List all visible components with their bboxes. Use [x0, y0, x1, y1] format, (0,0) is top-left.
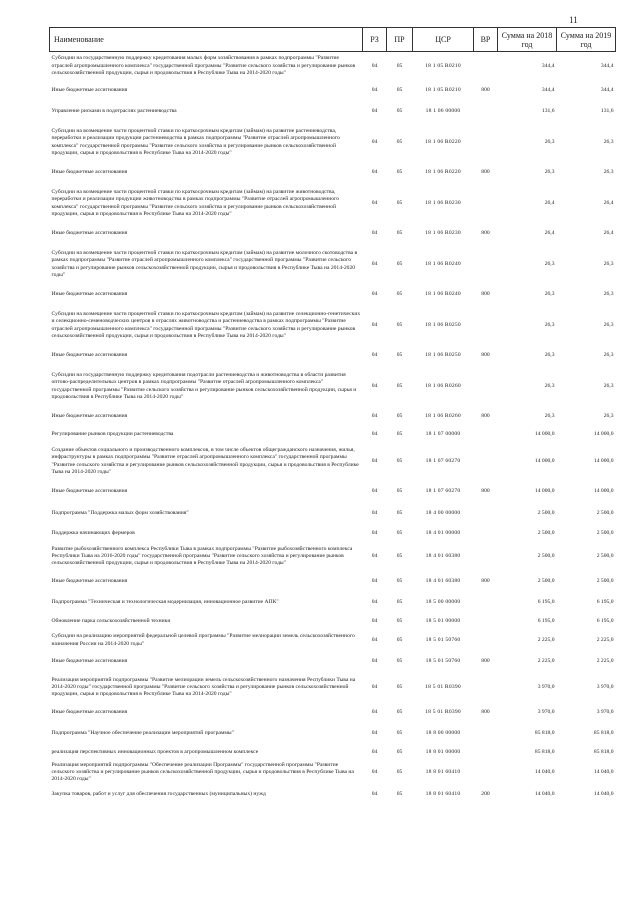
table-row — [50, 652, 616, 673]
row-pr: 05 — [396, 617, 403, 624]
row-csr: 18 5 01 R0390 — [425, 709, 461, 716]
row-sum-2019: 26,3 — [603, 138, 614, 145]
row-sum-2018: 26,3 — [544, 260, 555, 267]
row-rz: 04 — [371, 352, 378, 359]
table-row — [50, 503, 616, 526]
table-row — [50, 123, 616, 163]
row-name: Обновление парка сельскохозяйственной техники — [51, 617, 171, 624]
row-csr: 18 1 05 R0210 — [425, 87, 461, 94]
row-name: Реализация мероприятий подпрограммы "Развитие мелиорации земель сельскохозяйственного назначения Республики Тыва на 2014-2020 годы" государственной программы "Развитие сельского хозяйства и регулирование рынков сельскохозяйственной продукции, сырья и продовольствия в Республике Тыва на 2014-2020 годы" — [51, 676, 356, 698]
row-pr: 05 — [396, 636, 403, 643]
row-sum-2018: 2 225,0 — [537, 658, 555, 665]
row-rz: 04 — [371, 260, 378, 267]
row-pr: 05 — [396, 169, 403, 176]
row-vr: 800 — [481, 230, 490, 237]
table-row — [50, 630, 616, 652]
row-sum-2018: 14 000,0 — [534, 430, 555, 437]
row-name: Субсидии на государственную поддержку кредитования малых форм хозяйствования в рамках подпрограммы "Развитие отраслей агропромышленного комплекса" государственной программы "Развитие сельского хозяйства и регулирование рынков сельскохозяйственной продукции, сырья и продовольствия в Республике Тыва на 2014-2020 годы" — [51, 55, 356, 76]
row-vr: 800 — [481, 291, 490, 298]
row-name: Иные бюджетные ассигнования — [51, 352, 128, 359]
table-row — [50, 724, 616, 745]
row-sum-2018: 26,3 — [544, 382, 555, 389]
row-vr — [474, 745, 498, 761]
row-sum-2019: 14 040,0 — [593, 791, 614, 798]
row-pr: 05 — [396, 748, 403, 755]
row-name: Субсидии на возмещение части процентной ставки по краткосрочным кредитам (займам) на развитие животноводства, переработки и реализации продукции животноводства в рамках подпрограммы "Развитие отраслей агропромышленного комплекса" государственной программы "Развитие сельского хозяйства и регулирование рынков сельскохозяйственной продукции, сырья и продовольствия в Республике Тыва на 2014-2020 годы" — [51, 189, 340, 217]
row-csr: 18 1 06 R0250 — [425, 352, 461, 359]
row-csr: 18 1 06 R0260 — [425, 413, 461, 420]
row-sum-2018: 26,3 — [544, 138, 555, 145]
table-row — [50, 442, 616, 482]
row-rz: 04 — [371, 636, 378, 643]
row-vr — [474, 245, 498, 285]
row-csr: 18 4 00 00000 — [425, 510, 461, 517]
row-vr — [474, 592, 498, 614]
row-pr: 05 — [396, 352, 403, 359]
row-name: Поддержка начинающих фермеров — [51, 529, 135, 536]
row-name: Иные бюджетные ассигнования — [51, 413, 128, 420]
row-rz: 04 — [371, 382, 378, 389]
row-rz: 04 — [371, 108, 378, 115]
row-sum-2019: 2 500,0 — [596, 577, 614, 584]
row-pr: 05 — [396, 230, 403, 237]
row-sum-2018: 14 040,0 — [534, 791, 555, 798]
row-csr: 18 1 06 R0230 — [425, 199, 461, 206]
row-rz: 04 — [371, 62, 378, 69]
row-rz: 04 — [371, 413, 378, 420]
row-pr: 05 — [396, 62, 403, 69]
row-sum-2018: 26,3 — [544, 413, 555, 420]
row-sum-2019: 14 000,0 — [593, 430, 614, 437]
row-pr: 05 — [396, 457, 403, 464]
row-name: Субсидии на возмещение части процентной ставки по краткосрочным кредитам (займам) на развитие растениеводства, переработки и реализации продукции растениеводства в рамках подпрограммы "Развитие отраслей агропромышленного комплекса" государственной программы "Развитие сельского хозяйства и регулирование рынков сельскохозяйственной продукции, сырья и продовольствия в Республике Тыва на 2014-2020 годы" — [51, 128, 340, 156]
row-sum-2018: 3 970,0 — [537, 683, 555, 690]
row-vr — [474, 614, 498, 630]
row-csr: 18 1 06 R0220 — [425, 138, 461, 145]
table-row — [50, 761, 616, 785]
row-name: Закупка товаров, работ и услуг для обеспечения государственных (муниципальных) нужд — [51, 791, 266, 798]
row-sum-2019: 14 000,0 — [593, 457, 614, 464]
row-rz: 04 — [371, 658, 378, 665]
row-sum-2018: 85 818,0 — [534, 730, 555, 737]
table-row — [50, 785, 616, 806]
row-sum-2019: 26,3 — [603, 260, 614, 267]
row-pr: 05 — [396, 709, 403, 716]
row-vr: 800 — [481, 352, 490, 359]
row-vr — [474, 724, 498, 745]
row-csr: 18 1 07 60270 — [425, 457, 461, 464]
row-csr: 18 5 00 00000 — [425, 598, 461, 605]
row-vr — [474, 102, 498, 123]
row-pr: 05 — [396, 577, 403, 584]
row-sum-2018: 2 500,0 — [537, 529, 555, 536]
table-row — [50, 224, 616, 245]
row-rz: 04 — [371, 552, 378, 559]
table-row — [50, 346, 616, 367]
row-csr: 18 8 00 00000 — [425, 730, 461, 737]
row-vr: 800 — [481, 658, 490, 665]
row-sum-2019: 85 818,0 — [593, 748, 614, 755]
row-pr: 05 — [396, 413, 403, 420]
row-pr: 05 — [396, 658, 403, 665]
row-name: Регулирование рынков продукции растениеводства — [51, 430, 174, 437]
row-sum-2018: 14 000,0 — [534, 488, 555, 495]
row-sum-2019: 85 818,0 — [593, 730, 614, 737]
row-sum-2019: 6 195,0 — [596, 598, 614, 605]
row-sum-2018: 26,4 — [544, 230, 555, 237]
row-name: Управление рисками в подотраслях растениеводства — [51, 108, 177, 115]
row-vr: 800 — [481, 488, 490, 495]
table-row — [50, 285, 616, 306]
row-sum-2019: 2 500,0 — [596, 529, 614, 536]
row-csr: 18 8 01 00000 — [425, 748, 461, 755]
row-csr: 18 1 05 R0210 — [425, 62, 461, 69]
row-csr: 18 5 01 00000 — [425, 617, 461, 624]
row-sum-2019: 26,3 — [603, 352, 614, 359]
table-row — [50, 184, 616, 224]
row-rz: 04 — [371, 709, 378, 716]
row-rz: 04 — [371, 430, 378, 437]
row-rz: 04 — [371, 138, 378, 145]
row-vr — [474, 428, 498, 442]
row-sum-2019: 2 225,0 — [596, 636, 614, 643]
row-csr: 18 1 07 60270 — [425, 488, 461, 495]
row-rz: 04 — [371, 748, 378, 755]
row-vr: 800 — [481, 87, 490, 94]
row-vr — [474, 630, 498, 652]
table-row — [50, 614, 616, 630]
row-csr: 18 1 06 R0260 — [425, 382, 461, 389]
row-name: Субсидии на государственную поддержку кредитования подотрасли растениеводства и животноводства в области развития оптово-распределительных центров в рамках подпрограммы "Развитие отраслей агропромышленного комплекса" государственной программы "Развитие сельского хозяйства и регулирование рынков сельскохозяйственной продукции, сырья и продовольствия в Республике Тыва на 2014-2020 годы" — [51, 372, 357, 400]
row-sum-2019: 131,6 — [600, 108, 614, 115]
header-vr: ВР — [474, 28, 498, 52]
row-rz: 04 — [371, 488, 378, 495]
row-csr: 18 8 01 60410 — [425, 768, 461, 775]
table-row — [50, 482, 616, 503]
row-name: Иные бюджетные ассигнования — [51, 230, 128, 237]
row-sum-2018: 26,3 — [544, 291, 555, 298]
header-name: Наименование — [50, 28, 363, 52]
header-pr: ПР — [387, 28, 413, 52]
row-pr: 05 — [396, 529, 403, 536]
row-rz: 04 — [371, 683, 378, 690]
row-csr: 18 5 01 50760 — [425, 636, 461, 643]
row-vr — [474, 123, 498, 163]
table-body — [50, 52, 616, 806]
row-rz: 04 — [371, 577, 378, 584]
row-sum-2018: 2 500,0 — [537, 552, 555, 559]
row-pr: 05 — [396, 768, 403, 775]
row-sum-2019: 14 040,0 — [593, 768, 614, 775]
row-sum-2019: 3 970,0 — [596, 709, 614, 716]
row-csr: 18 4 01 60380 — [425, 577, 461, 584]
row-vr — [474, 673, 498, 703]
row-pr: 05 — [396, 791, 403, 798]
row-name: Иные бюджетные ассигнования — [51, 87, 128, 94]
row-name: Иные бюджетные ассигнования — [51, 658, 128, 665]
row-sum-2019: 344,4 — [600, 87, 614, 94]
row-sum-2019: 14 000,0 — [593, 488, 614, 495]
table-header-row — [50, 28, 616, 52]
header-csr: ЦСР — [413, 28, 474, 52]
row-pr: 05 — [396, 382, 403, 389]
row-sum-2018: 26,3 — [544, 321, 555, 328]
row-pr: 05 — [396, 552, 403, 559]
row-pr: 05 — [396, 683, 403, 690]
table-row — [50, 245, 616, 285]
row-csr: 18 1 06 00000 — [425, 108, 461, 115]
row-vr: 800 — [481, 413, 490, 420]
row-rz: 04 — [371, 230, 378, 237]
row-sum-2018: 344,4 — [541, 87, 555, 94]
row-name: Иные бюджетные ассигнования — [51, 488, 128, 495]
row-sum-2018: 85 818,0 — [534, 748, 555, 755]
row-pr: 05 — [396, 430, 403, 437]
row-sum-2018: 2 225,0 — [537, 636, 555, 643]
table-row — [50, 102, 616, 123]
row-vr: 800 — [481, 169, 490, 176]
row-csr: 18 5 01 R0390 — [425, 683, 461, 690]
row-vr — [474, 367, 498, 407]
row-rz: 04 — [371, 529, 378, 536]
row-sum-2019: 2 500,0 — [596, 510, 614, 517]
row-name: Подпрограмма "Поддержка малых форм хозяйствования" — [51, 510, 189, 517]
row-rz: 04 — [371, 617, 378, 624]
row-sum-2019: 26,3 — [603, 413, 614, 420]
header-rz: РЗ — [363, 28, 387, 52]
row-rz: 04 — [371, 510, 378, 517]
table-row — [50, 745, 616, 761]
row-name: реализация перспективных инновационных проектов в агропромышленном комплексе — [51, 748, 259, 755]
table-row — [50, 673, 616, 703]
row-sum-2019: 344,4 — [600, 62, 614, 69]
row-name: Иные бюджетные ассигнования — [51, 169, 128, 176]
table-row — [50, 703, 616, 724]
row-rz: 04 — [371, 457, 378, 464]
row-rz: 04 — [371, 791, 378, 798]
row-csr: 18 1 06 R0240 — [425, 260, 461, 267]
table-row — [50, 367, 616, 407]
row-sum-2019: 6 195,0 — [596, 617, 614, 624]
row-csr: 18 1 06 R0250 — [425, 321, 461, 328]
row-csr: 18 4 01 00000 — [425, 529, 461, 536]
row-name: Иные бюджетные ассигнования — [51, 291, 128, 298]
row-name: Подпрограмма "Научное обеспечение реализации мероприятий программы" — [51, 730, 234, 737]
row-sum-2019: 2 225,0 — [596, 658, 614, 665]
row-sum-2018: 14 000,0 — [534, 457, 555, 464]
row-pr: 05 — [396, 730, 403, 737]
row-name: Иные бюджетные ассигнования — [51, 577, 128, 584]
row-rz: 04 — [371, 291, 378, 298]
row-pr: 05 — [396, 260, 403, 267]
row-sum-2019: 26,4 — [603, 230, 614, 237]
row-csr: 18 4 01 60380 — [425, 552, 461, 559]
row-sum-2019: 26,3 — [603, 382, 614, 389]
row-vr — [474, 52, 498, 81]
row-csr: 18 1 06 R0230 — [425, 230, 461, 237]
row-pr: 05 — [396, 321, 403, 328]
row-rz: 04 — [371, 598, 378, 605]
row-name: Реализация мероприятий подпрограммы "Обеспечение реализации Программы" государственной программы "Развитие сельского хозяйства и регулирование рынков сельскохозяйственной продукции, сырья и продовольствия в Республике Тыва на 2014-2020 годы" — [51, 761, 354, 783]
row-name: Субсидии на возмещение части процентной ставки по краткосрочным кредитам (займам) на развитие молочного скотоводства в рамках подпрограммы "Развитие отраслей агропромышленного комплекса" государственной программы "Развитие сельского хозяйства и регулирование рынков сельскохозяйственной продукции, сырья и продовольствия в Республике Тыва на 2014-2020 годы" — [51, 250, 358, 278]
row-sum-2019: 26,3 — [603, 321, 614, 328]
row-pr: 05 — [396, 138, 403, 145]
row-rz: 04 — [371, 169, 378, 176]
row-pr: 05 — [396, 87, 403, 94]
row-vr — [474, 184, 498, 224]
row-sum-2018: 14 040,0 — [534, 768, 555, 775]
row-sum-2018: 6 195,0 — [537, 598, 555, 605]
table-row — [50, 542, 616, 572]
row-sum-2018: 2 500,0 — [537, 577, 555, 584]
row-sum-2018: 26,3 — [544, 352, 555, 359]
row-vr: 200 — [481, 791, 490, 798]
header-sum-2018: Сумма на 2018 год — [498, 28, 557, 52]
table-row — [50, 428, 616, 442]
row-sum-2018: 6 195,0 — [537, 617, 555, 624]
row-sum-2018: 26,3 — [544, 169, 555, 176]
row-vr — [474, 306, 498, 346]
row-vr — [474, 503, 498, 526]
row-name: Подпрограмма "Техническая и технологическая модернизация, инновационное развитие АПК" — [51, 598, 279, 605]
row-pr: 05 — [396, 510, 403, 517]
table-row — [50, 306, 616, 346]
row-name: Развитие рыбохозяйственного комплекса Республики Тыва в рамках подпрограммы "Развитие рыбохозяйственного комплекса Республики Тыва на 2016-2020 годы" государственной программы "Развитие сельского хозяйства и регулирование рынков сельскохозяйственной продукции, сырья и продовольствия в Республике Тыва на 2014-2020 годы" — [51, 545, 353, 567]
row-rz: 04 — [371, 321, 378, 328]
row-sum-2018: 131,6 — [541, 108, 555, 115]
row-sum-2019: 2 500,0 — [596, 552, 614, 559]
row-rz: 04 — [371, 199, 378, 206]
row-csr: 18 1 06 R0220 — [425, 169, 461, 176]
row-rz: 04 — [371, 87, 378, 94]
row-name: Создание объектов социального и производственного комплексов, в том числе объектов общегражданского назначения, жилья, инфраструктуры в рамках подпрограммы "Развитие отраслей агропромышленного комплекса" государственной программы "Развитие сельского хозяйства и регулирование рынков сельскохозяйственной продукции, сырья и продовольствия в Республике Тыва на 2014-2020 годы" — [51, 447, 359, 475]
row-rz: 04 — [371, 730, 378, 737]
row-sum-2019: 26,4 — [603, 199, 614, 206]
row-pr: 05 — [396, 488, 403, 495]
row-vr — [474, 526, 498, 542]
row-rz: 04 — [371, 768, 378, 775]
table-row — [50, 81, 616, 102]
table-row — [50, 572, 616, 592]
row-pr: 05 — [396, 598, 403, 605]
table-row — [50, 526, 616, 542]
table-row — [50, 592, 616, 614]
row-name: Иные бюджетные ассигнования — [51, 709, 128, 716]
table-row — [50, 52, 616, 81]
row-csr: 18 5 01 50760 — [425, 658, 461, 665]
row-csr: 18 1 07 00000 — [425, 430, 461, 437]
row-sum-2018: 344,4 — [541, 62, 555, 69]
row-sum-2018: 26,4 — [544, 199, 555, 206]
row-pr: 05 — [396, 199, 403, 206]
row-vr: 800 — [481, 577, 490, 584]
row-name: Субсидии на возмещение части процентной ставки по краткосрочным кредитам (займам) на развитие селекционно-генетических и селекционно-семеноводческих центров в отраслях животноводства и растениеводства в рамках подпрограммы "Развитие отраслей агропромышленного комплекса" государственной программы "Развитие сельского хозяйства и регулирование рынков сельскохозяйственной продукции, сырья и продовольствия в Республике Тыва на 2014-2020 годы" — [51, 311, 361, 339]
row-vr — [474, 542, 498, 572]
row-sum-2019: 3 970,0 — [596, 683, 614, 690]
row-vr: 800 — [481, 709, 490, 716]
row-pr: 05 — [396, 108, 403, 115]
row-vr — [474, 761, 498, 785]
row-sum-2019: 26,3 — [603, 291, 614, 298]
table-row — [50, 163, 616, 184]
header-sum-2019: Сумма на 2019 год — [557, 28, 616, 52]
budget-table — [49, 27, 616, 806]
row-sum-2019: 26,3 — [603, 169, 614, 176]
row-name: Субсидии на реализацию мероприятий федеральной целевой программы "Развитие мелиорации земель сельскохозяйственного назначения России на 2014-2020 годы" — [51, 633, 355, 647]
row-csr: 18 1 06 R0240 — [425, 291, 461, 298]
table-row — [50, 407, 616, 428]
row-vr — [474, 442, 498, 482]
page-number: 11 — [569, 15, 578, 25]
row-sum-2018: 3 970,0 — [537, 709, 555, 716]
row-pr: 05 — [396, 291, 403, 298]
row-sum-2018: 2 500,0 — [537, 510, 555, 517]
row-csr: 18 8 01 60410 — [425, 791, 461, 798]
